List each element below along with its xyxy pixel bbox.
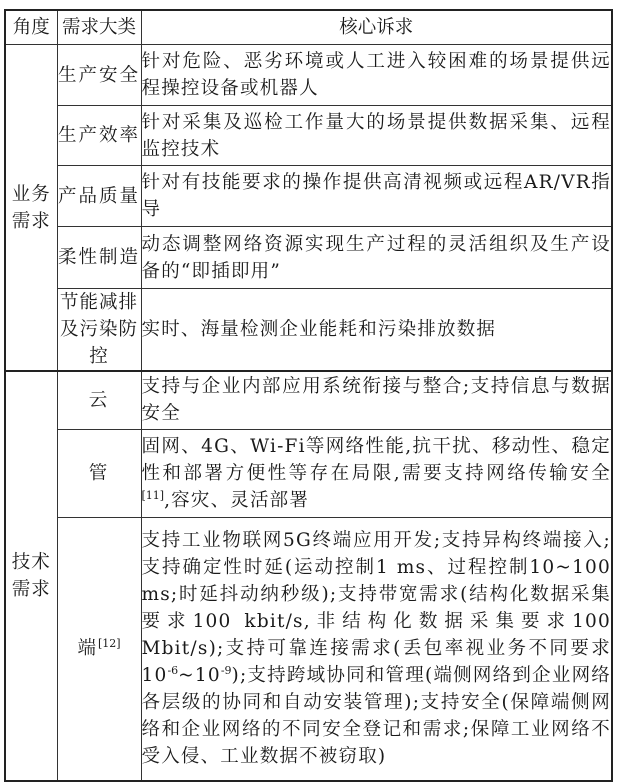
table-row: [5, 517, 612, 781]
category-cell: 产品质量: [57, 166, 141, 227]
header-core: 核心诉求: [141, 10, 612, 45]
section-label-business: 业务需求: [5, 45, 57, 372]
table-row: [5, 289, 612, 372]
category-cell: 生产效率: [57, 106, 141, 166]
core-text: ,容灾、灵活部署: [164, 489, 310, 511]
core-cell: 针对危险、恶劣环境或人工进入较困难的场景提供远程操控设备或机器人: [141, 45, 612, 106]
category-cell: 云: [57, 371, 141, 429]
core-cell: 针对采集及巡检工作量大的场景提供数据采集、远程监控技术: [141, 106, 612, 166]
table-row: [5, 371, 612, 429]
table-row: [5, 227, 612, 289]
core-cell: 支持与企业内部应用系统衔接与整合;支持信息与数据安全: [141, 371, 612, 429]
table-row: [5, 106, 612, 166]
core-text: 固网、4G、Wi-Fi等网络性能,抗干扰、移动性、稳定性和部署方便性等存在局限,需要支持网络传输安全: [141, 435, 611, 484]
core-cell: [141, 429, 612, 517]
core-cell: [141, 517, 612, 781]
exponent: -6: [167, 664, 179, 678]
core-cell: 动态调整网络资源实现生产过程的灵活组织及生产设备的“即插即用”: [141, 227, 612, 289]
header-angle: 角度: [5, 10, 57, 45]
table-row: [5, 45, 612, 106]
core-text: );支持跨域协同和管理(端侧网络到企业网络各层级的协同和自动安装管理);支持安全(保障端侧网络和企业网络的不同安全登记和需求;保障工业网络不受入侵、工业数据不被窃取): [141, 665, 611, 768]
exponent: -9: [220, 664, 232, 678]
table-row: [5, 166, 612, 227]
category-cell: 柔性制造: [57, 227, 141, 289]
core-text: 支持工业物联网5G终端应用开发;支持异构终端接入;支持确定性时延(运动控制1 ms、过程控制10~100 ms;时延抖动纳秒级);支持带宽需求(结构化数据采集要求100 kbit/s,非结构化数据采集要求100 Mbit/s);支持可靠连接需求(丢包率视业务不同要求10: [141, 530, 611, 687]
table-row: [5, 429, 612, 517]
citation-ref: [11]: [141, 488, 165, 502]
citation-ref: [12]: [97, 637, 121, 651]
category-cell: 管: [57, 429, 141, 517]
category-cell: 生产安全: [57, 45, 141, 106]
category-text: 端: [77, 638, 98, 660]
core-text: ~10: [178, 665, 221, 687]
core-cell: 实时、海量检测企业能耗和污染排放数据: [141, 289, 612, 372]
category-cell: 节能减排及污染防控: [57, 289, 141, 372]
section-label-technical: 技术需求: [5, 371, 57, 781]
header-category: 需求大类: [57, 10, 141, 45]
table-header-row: [5, 10, 612, 45]
category-cell: [57, 517, 141, 781]
requirements-table: [4, 9, 613, 782]
core-cell: 针对有技能要求的操作提供高清视频或远程AR/VR指导: [141, 166, 612, 227]
